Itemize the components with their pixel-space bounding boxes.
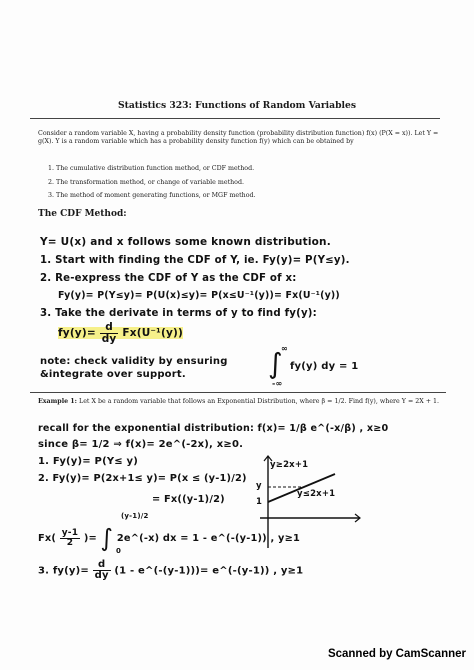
note-integrate: &integrate over support. bbox=[40, 369, 186, 380]
solution-since: since β= 1/2 ⇒ f(x)= 2e^(-2x), x≥0. bbox=[38, 439, 244, 450]
graph-y-label: y bbox=[256, 481, 262, 491]
section-divider bbox=[30, 392, 446, 393]
intro-paragraph: Consider a random variable X, having a probability density function (probability distribution function) f(x) (P(X = x)). Let Y = g(X). Y is a random variable which has a probability density function f(y) which can be obtained by bbox=[38, 130, 439, 145]
pdf-derivative-numerator: d bbox=[93, 560, 111, 571]
method-item-1: 1. The cumulative distribution function method, or CDF method. bbox=[48, 165, 255, 172]
example-label: Example 1: bbox=[38, 398, 77, 405]
example-block bbox=[38, 398, 446, 406]
graph-one-label: 1 bbox=[256, 497, 263, 507]
integral-upper-limit: ∞ bbox=[281, 344, 288, 353]
cdf-method-heading: The CDF Method: bbox=[38, 209, 127, 219]
solution-step-3 bbox=[38, 560, 303, 581]
page-title: Statistics 323: Functions of Random Variables bbox=[117, 100, 357, 111]
derivative-lhs: fy(y)= bbox=[58, 327, 96, 339]
derivative-operator bbox=[100, 322, 119, 344]
cdf-integrand: 2e^(-x) dx = 1 - e^(-(y-1)) , y≥1 bbox=[116, 533, 301, 544]
pdf-derivative-operator bbox=[93, 560, 111, 581]
pdf-derivative-denominator: dy bbox=[94, 570, 109, 581]
cdf-argument-fraction bbox=[60, 529, 80, 548]
note-step-1: 1. Start with finding the CDF of Y, ie. Fy(y)= P(Y≤y). bbox=[40, 255, 350, 266]
note-step-2-formula: Fy(y)= P(Y≤y)= P(U(x)≤y)= P(x≤U⁻¹(y))= Fx(U⁻¹(y)) bbox=[58, 290, 340, 301]
method-item-2: 2. The transformation method, or change of variable method. bbox=[48, 179, 244, 186]
derivative-denominator: dy bbox=[101, 332, 117, 345]
cdf-argument-denominator: 2 bbox=[66, 537, 74, 548]
scanner-watermark: Scanned by CamScanner bbox=[327, 648, 466, 660]
note-validity: note: check validity by ensuring bbox=[40, 356, 228, 367]
cdf-integral-upper: (y-1)/2 bbox=[121, 512, 149, 520]
pdf-rhs: (1 - e^(-(y-1)))= e^(-(y-1)) , y≥1 bbox=[114, 565, 304, 577]
cdf-lhs-close: )= bbox=[83, 533, 97, 544]
method-item-3: 3. The method of moment generating functions, or MGF method. bbox=[48, 192, 256, 199]
note-line-definition: Y= U(x) and x follows some known distribution. bbox=[40, 236, 331, 248]
title-divider bbox=[30, 118, 440, 119]
integral-sign-icon: ∫ bbox=[100, 524, 114, 552]
graph-lower-region-label: y≤2x+1 bbox=[297, 489, 336, 499]
cdf-argument-numerator: y-1 bbox=[61, 527, 79, 538]
derivative-highlight bbox=[58, 321, 183, 345]
integral-lower-limit: -∞ bbox=[272, 379, 283, 388]
integral-sign-icon: ∫ bbox=[268, 347, 283, 380]
solution-step-2b: = Fx((y-1)/2) bbox=[152, 494, 225, 505]
derivative-numerator: d bbox=[100, 322, 119, 334]
graph-upper-region-label: y≥2x+1 bbox=[270, 460, 309, 470]
derivative-formula bbox=[58, 322, 183, 344]
solution-step-2: 2. Fy(y)= P(2x+1≤ y)= P(x ≤ (y-1)/2) bbox=[38, 473, 247, 484]
solution-recall: recall for the exponential distribution: f(x)= 1/β e^(-x/β) , x≥0 bbox=[38, 423, 389, 434]
cdf-integral-lower: 0 bbox=[116, 547, 122, 555]
example-text: Let X be a random variable that follows an Exponential Distribution, where β = 1/2. Find f(y), where Y = 2X + 1. bbox=[79, 398, 439, 405]
pdf-lhs: 3. fy(y)= bbox=[38, 565, 89, 577]
note-step-2: 2. Re-express the CDF of Y as the CDF of x: bbox=[40, 273, 297, 284]
derivative-rhs: Fx(U⁻¹(y)) bbox=[122, 327, 183, 339]
integral-expression: fy(y) dy = 1 bbox=[290, 361, 359, 372]
cdf-lhs-open: Fx( bbox=[38, 533, 57, 544]
note-step-3: 3. Take the derivate in terms of y to find fy(y): bbox=[40, 308, 317, 319]
solution-step-1: 1. Fy(y)= P(Y≤ y) bbox=[38, 456, 139, 467]
